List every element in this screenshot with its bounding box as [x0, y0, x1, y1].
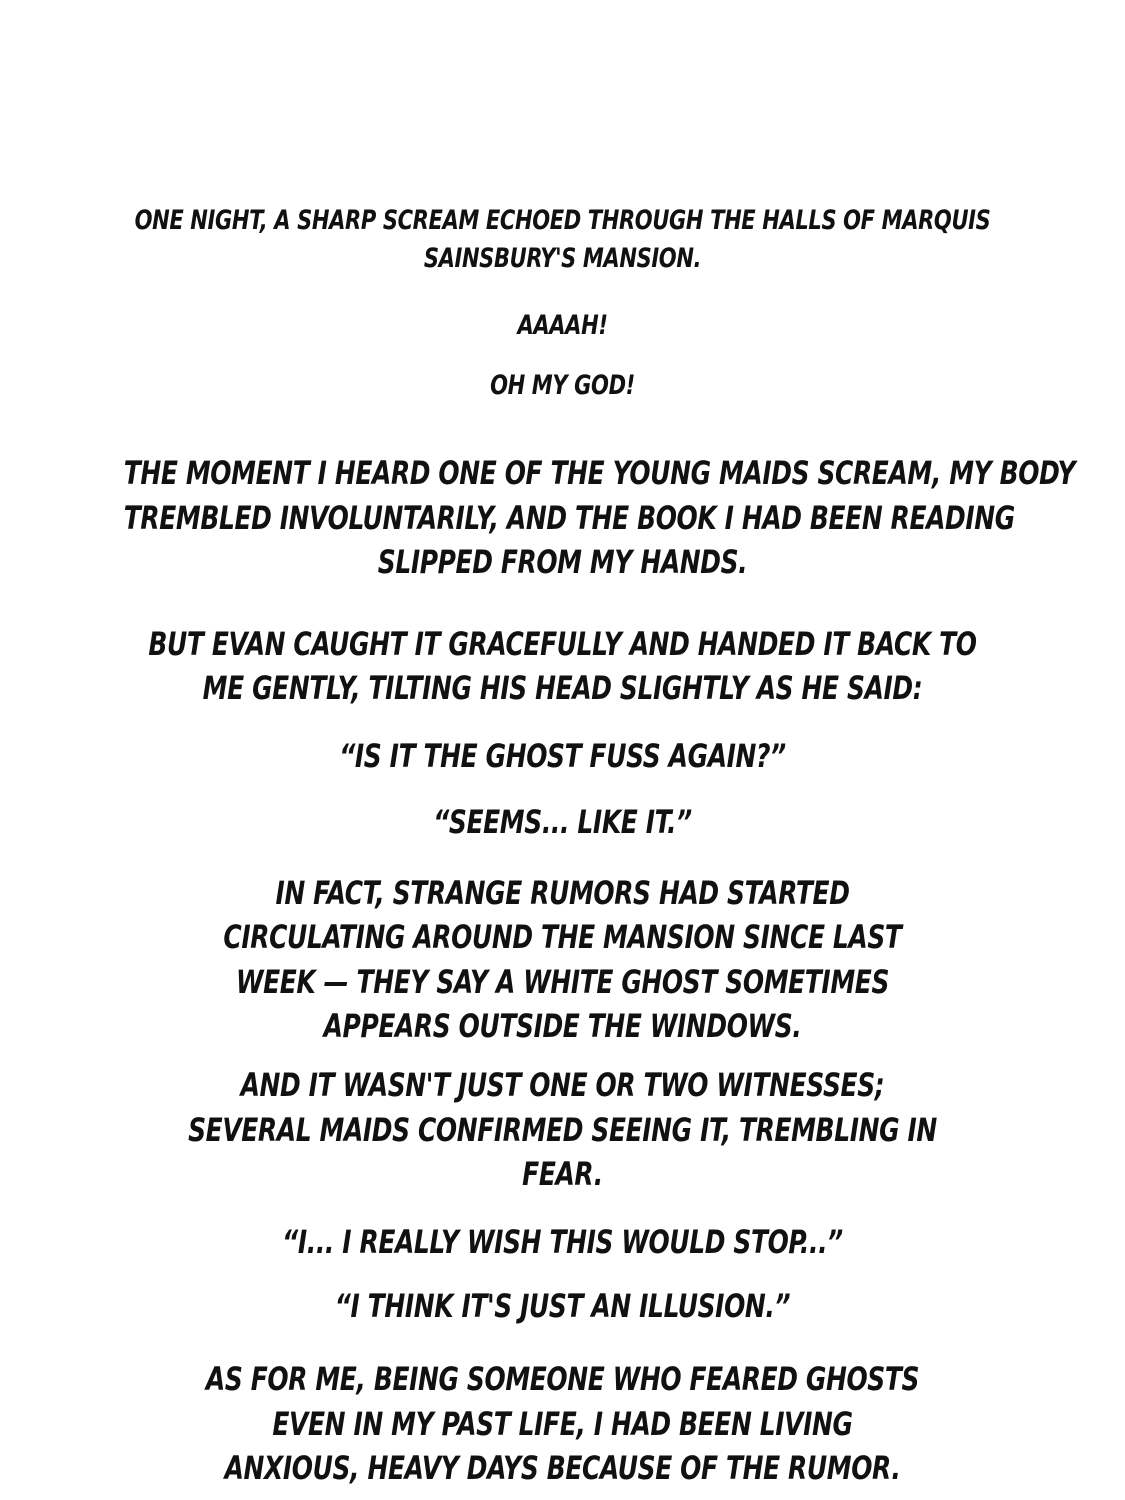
dialogue-line: “I... I REALLY WISH THIS WOULD STOP...” — [282, 1223, 843, 1261]
narration-line: CIRCULATING AROUND THE MANSION SINCE LAST — [223, 918, 902, 956]
narration-line: ANXIOUS, HEAVY DAYS BECAUSE OF THE RUMOR. — [224, 1449, 901, 1487]
scream-line: AAAAH! — [517, 310, 608, 341]
narration-line: SLIPPED FROM MY HANDS. — [377, 543, 748, 581]
exclamation-line: OH MY GOD! — [490, 370, 635, 401]
narration-line: BUT EVAN CAUGHT IT GRACEFULLY AND HANDED IT BACK TO — [148, 625, 977, 663]
narration-line: APPEARS OUTSIDE THE WINDOWS. — [323, 1007, 802, 1045]
narration-line: ME GENTLY, TILTING HIS HEAD SLIGHTLY AS HE SAID: — [202, 669, 923, 707]
narration-line: THE MOMENT I HEARD ONE OF THE YOUNG MAIDS SCREAM, MY BODY — [123, 454, 1076, 492]
narration-line: ONE NIGHT, A SHARP SCREAM ECHOED THROUGH THE HALLS OF MARQUIS — [134, 205, 991, 236]
narration-line: EVEN IN MY PAST LIFE, I HAD BEEN LIVING — [272, 1405, 853, 1443]
dialogue-line: “IS IT THE GHOST FUSS AGAIN?” — [339, 737, 786, 775]
dialogue-line: “SEEMS... LIKE IT.” — [433, 803, 692, 841]
narration-line: SAINSBURY'S MANSION. — [423, 243, 702, 274]
narration-line: WEEK — THEY SAY A WHITE GHOST SOMETIMES — [235, 963, 890, 1001]
narration-line: TREMBLED INVOLUNTARILY, AND THE BOOK I HAD BEEN READING — [123, 499, 1015, 537]
narration-line: AND IT WASN'T JUST ONE OR TWO WITNESSES; — [240, 1066, 885, 1104]
dialogue-line: “I THINK IT'S JUST AN ILLUSION.” — [334, 1287, 791, 1325]
narration-line: IN FACT, STRANGE RUMORS HAD STARTED — [275, 874, 850, 912]
narration-line: FEAR. — [522, 1155, 603, 1193]
narration-line: AS FOR ME, BEING SOMEONE WHO FEARED GHOSTS — [205, 1360, 920, 1398]
narration-line: SEVERAL MAIDS CONFIRMED SEEING IT, TREMBLING IN — [188, 1111, 937, 1149]
